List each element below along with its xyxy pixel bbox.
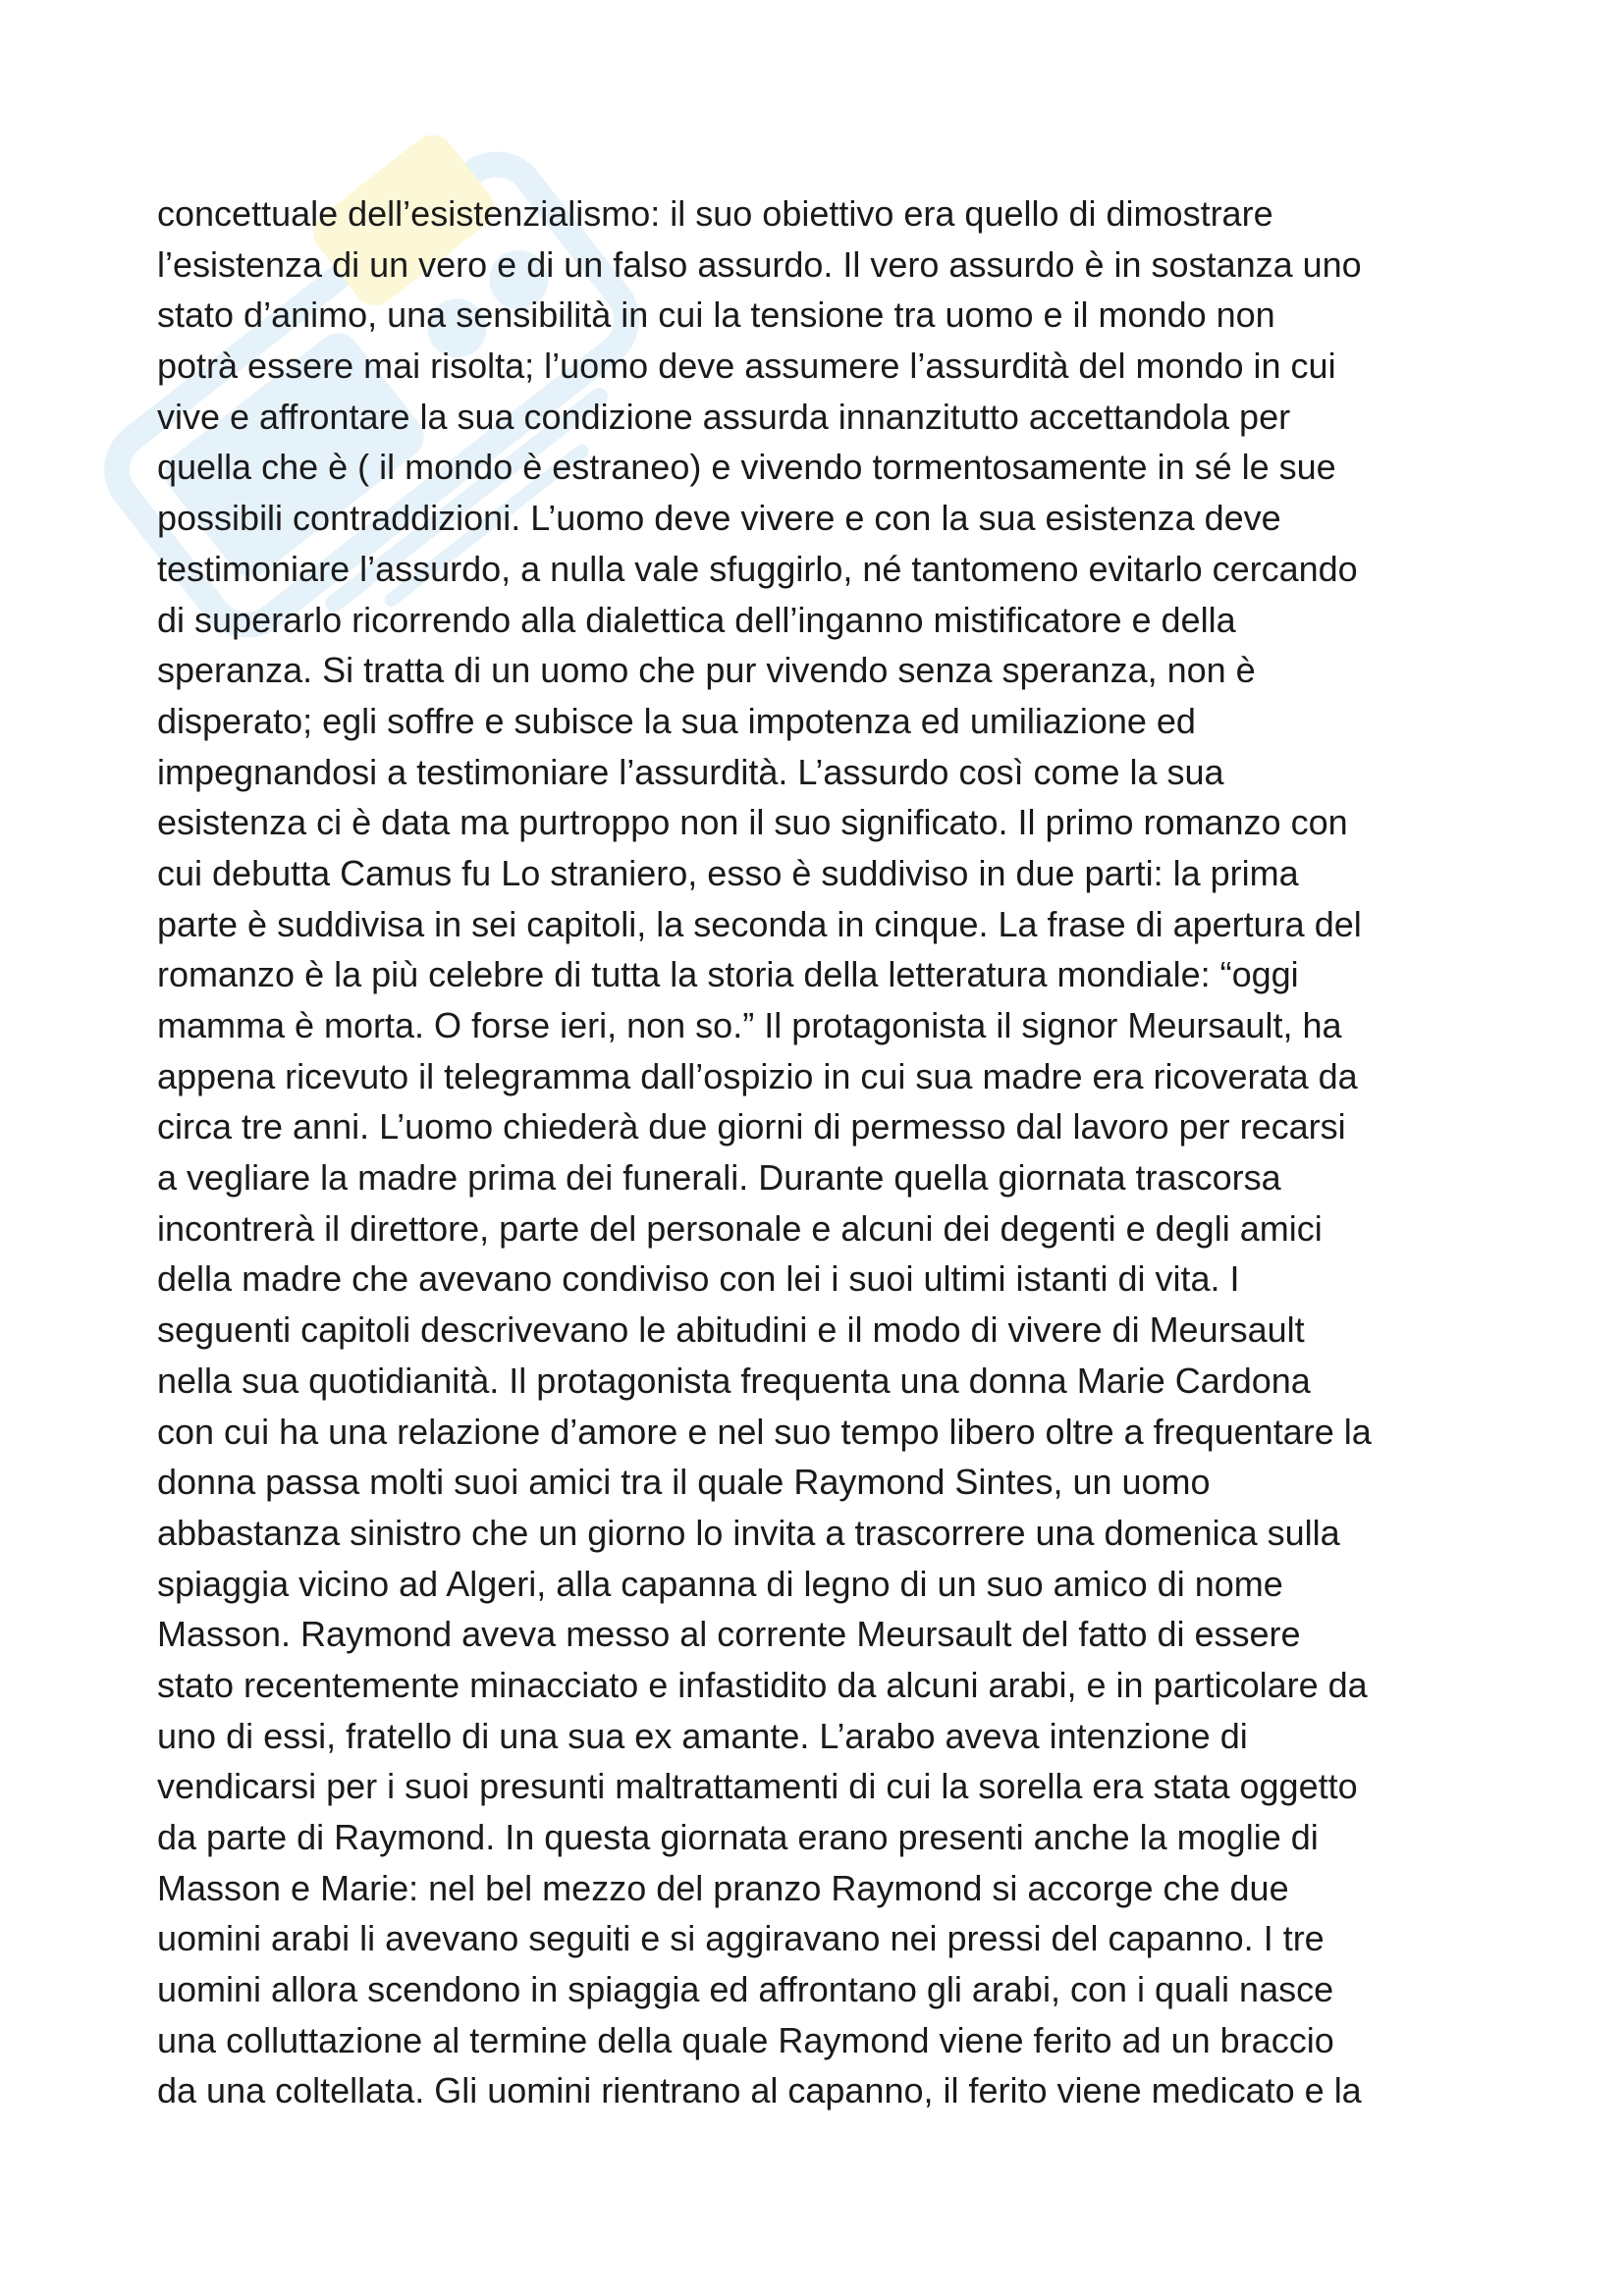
- text-line: della madre che avevano condiviso con lei i suoi ultimi istanti di vita. I: [157, 1258, 1240, 1300]
- text-line: disperato; egli soffre e subisce la sua impotenza ed umiliazione ed: [157, 700, 1196, 741]
- text-line: Masson. Raymond aveva messo al corrente Meursault del fatto di essere: [157, 1614, 1301, 1655]
- text-line: di superarlo ricorrendo alla dialettica dell’inganno mistificatore e della: [157, 599, 1236, 640]
- text-line: nella sua quotidianità. Il protagonista frequenta una donna Marie Cardona: [157, 1360, 1311, 1401]
- text-line: quella che è ( il mondo è estraneo) e vivendo tormentosamente in sé le sue: [157, 447, 1336, 488]
- text-line: seguenti capitoli descrivevano le abitudini e il modo di vivere di Meursault: [157, 1309, 1305, 1351]
- text-line: a vegliare la madre prima dei funerali. Durante quella giornata trascorsa: [157, 1157, 1281, 1199]
- text-line: uomini allora scendono in spiaggia ed affrontano gli arabi, con i quali nasce: [157, 1969, 1334, 2010]
- text-line: Masson e Marie: nel bel mezzo del pranzo Raymond si accorge che due: [157, 1867, 1289, 1908]
- text-line: con cui ha una relazione d’amore e nel suo tempo libero oltre a frequentare la: [157, 1411, 1372, 1452]
- text-line: abbastanza sinistro che un giorno lo invita a trascorrere una domenica sulla: [157, 1512, 1340, 1553]
- text-line: una colluttazione al termine della quale Raymond viene ferito ad un braccio: [157, 2019, 1334, 2060]
- text-line: possibili contraddizioni. L’uomo deve vivere e con la sua esistenza deve: [157, 498, 1281, 539]
- text-line: incontrerà il direttore, parte del personale e alcuni dei degenti e degli amici: [157, 1207, 1323, 1249]
- text-line: donna passa molti suoi amici tra il quale Raymond Sintes, un uomo: [157, 1462, 1211, 1503]
- text-line: speranza. Si tratta di un uomo che pur vivendo senza speranza, non è: [157, 650, 1256, 691]
- text-line: parte è suddivisa in sei capitoli, la seconda in cinque. La frase di apertura del: [157, 903, 1362, 944]
- text-line: appena ricevuto il telegramma dall’ospizio in cui sua madre era ricoverata da: [157, 1055, 1358, 1096]
- text-line: uomini arabi li avevano seguiti e si aggiravano nei pressi del capanno. I tre: [157, 1918, 1325, 1959]
- text-line: esistenza ci è data ma purtroppo non il suo significato. Il primo romanzo con: [157, 802, 1348, 843]
- text-line: stato d’animo, una sensibilità in cui la tensione tra uomo e il mondo non: [157, 294, 1275, 336]
- text-line: uno di essi, fratello di una sua ex amante. L’arabo aveva intenzione di: [157, 1715, 1248, 1756]
- text-line: romanzo è la più celebre di tutta la storia della letteratura mondiale: “oggi: [157, 954, 1299, 995]
- text-line: testimoniare l’assurdo, a nulla vale sfuggirlo, né tantomeno evitarlo cercando: [157, 548, 1358, 589]
- text-line: mamma è morta. O forse ieri, non so.” Il protagonista il signor Meursault, ha: [157, 1005, 1342, 1045]
- text-line: cui debutta Camus fu Lo straniero, esso è suddiviso in due parti: la prima: [157, 852, 1299, 893]
- text-line: spiaggia vicino ad Algeri, alla capanna di legno di un suo amico di nome: [157, 1563, 1283, 1604]
- text-line: vive e affrontare la sua condizione assurda innanzitutto accettandola per: [157, 396, 1291, 437]
- text-line: potrà essere mai risolta; l’uomo deve assumere l’assurdità del mondo in cui: [157, 346, 1336, 387]
- text-line: impegnandosi a testimoniare l’assurdità. L’assurdo così come la sua: [157, 751, 1224, 792]
- text-line: da parte di Raymond. In questa giornata erano presenti anche la moglie di: [157, 1817, 1319, 1857]
- text-line: vendicarsi per i suoi presunti maltrattamenti di cui la sorella era stata oggetto: [157, 1766, 1358, 1807]
- text-line: circa tre anni. L’uomo chiederà due giorni di permesso dal lavoro per recarsi: [157, 1106, 1346, 1148]
- text-line: concettuale dell’esistenzialismo: il suo obiettivo era quello di dimostrare: [157, 193, 1273, 234]
- text-line: da una coltellata. Gli uomini rientrano al capanno, il ferito viene medicato e la: [157, 2070, 1362, 2111]
- text-line: l’esistenza di un vero e di un falso assurdo. Il vero assurdo è in sostanza uno: [157, 243, 1362, 285]
- document-body-text: [157, 188, 1492, 2116]
- text-line: stato recentemente minacciato e infastidito da alcuni arabi, e in particolare da: [157, 1664, 1368, 1705]
